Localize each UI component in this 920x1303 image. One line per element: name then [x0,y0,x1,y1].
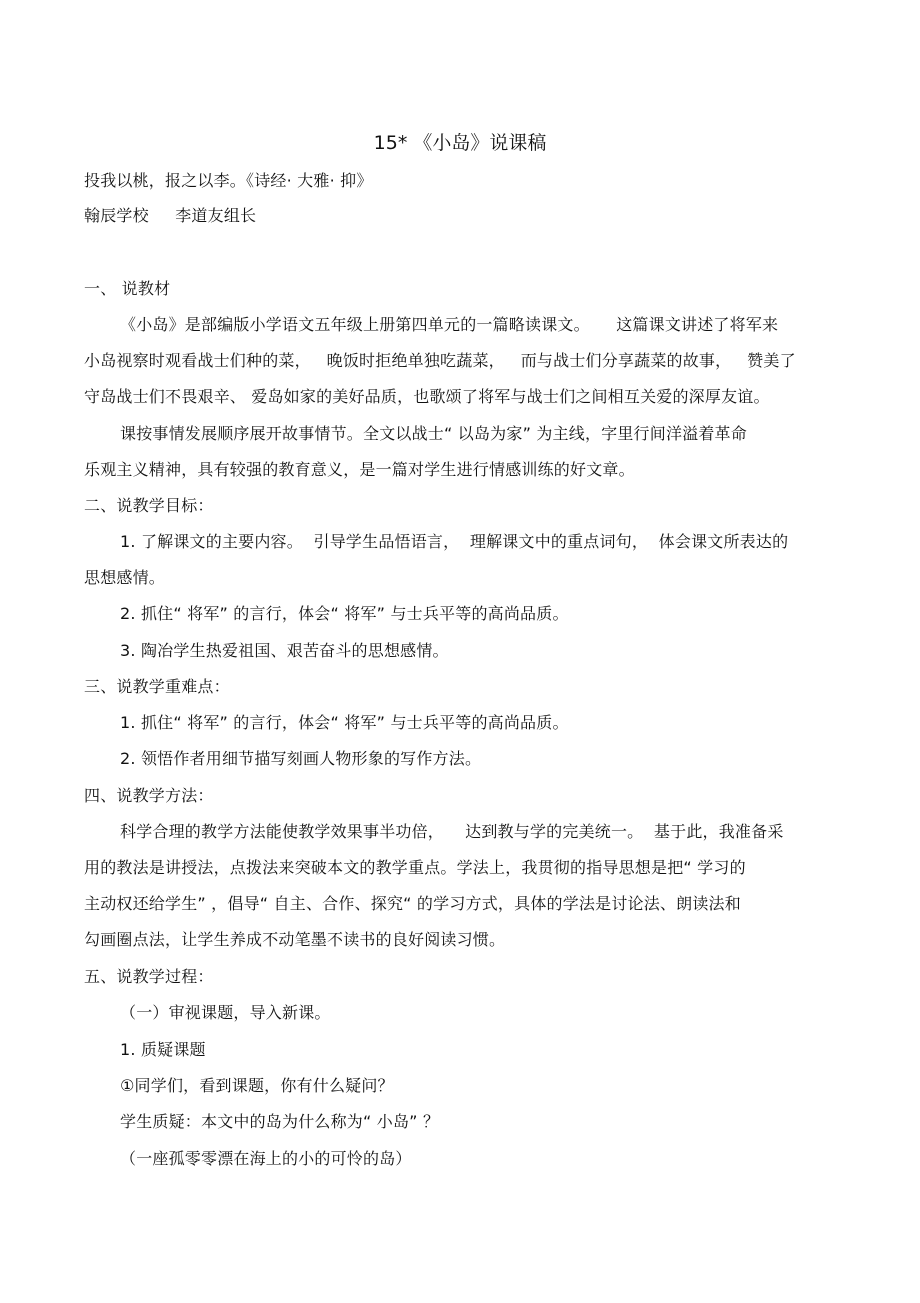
section-heading-2: 二、说教学目标： [84,496,214,515]
answer-line: （一座孤零零漂在海上的小的可怜的岛） [120,1149,412,1168]
question-line: ①同学们，看到课题，你有什么疑问？ [120,1076,394,1095]
list-item: 2. 抓住“ 将军” 的言行，体会“ 将军” 与士兵平等的高尚品质。 [120,604,569,623]
author-line: 翰辰学校 李道友组长 [84,206,257,225]
section-heading-5: 五、说教学过程： [84,967,214,986]
paragraph-line: 守岛战士们不畏艰辛、 爱岛如家的美好品质，也歌颂了将军与战士们之间相互关爱的深厚友谊。 [84,387,770,406]
list-item: 2. 领悟作者用细节描写刻画人物形象的写作方法。 [120,749,482,768]
section-heading-3: 三、说教学重难点： [84,677,230,696]
paragraph-line: 用的教法是讲授法，点拨法来突破本文的教学重点。学法上，我贯彻的指导思想是把“ 学习的 [84,858,746,877]
list-item: 1. 了解课文的主要内容。 引导学生品悟语言， 理解课文中的重点词句， 体会课文所表达的 [120,532,789,551]
paragraph-line: 《小岛》是部编版小学语文五年级上册第四单元的一篇略读课文。 这篇课文讲述了将军来 [120,315,779,334]
sub-heading: （一）审视课题，导入新课。 [120,1003,331,1022]
document-title: 15* 《小岛》说课稿 [373,132,547,154]
paragraph-line: 勾画圈点法，让学生养成不动笔墨不读书的良好阅读习惯。 [84,930,506,949]
epigraph: 投我以桃，报之以李。《诗经· 大雅· 抑》 [84,171,373,190]
question-line: 学生质疑：本文中的岛为什么称为“ 小岛” ？ [120,1112,440,1131]
list-item: 1. 抓住“ 将军” 的言行，体会“ 将军” 与士兵平等的高尚品质。 [120,713,569,732]
paragraph-line: 主动权还给学生” ，倡导“ 自主、合作、探究“ 的学习方式，具体的学法是讨论法、朗读法和 [84,894,741,913]
paragraph-line: 课按事情发展顺序展开故事情节。全文以战士“ 以岛为家” 为主线，字里行间洋溢着革命 [120,424,747,443]
section-heading-1: 一、 说教材 [84,279,171,298]
paragraph-line: 科学合理的教学方法能使教学效果事半功倍， 达到教与学的完美统一。 基于此，我准备采 [120,822,784,841]
paragraph-line: 小岛视察时观看战士们种的菜， 晚饭时拒绝单独吃蔬菜， 而与战士们分享蔬菜的故事， 赞美了 [84,351,796,370]
section-heading-4: 四、说教学方法： [84,786,214,805]
paragraph-line: 乐观主义精神，具有较强的教育意义，是一篇对学生进行情感训练的好文章。 [84,460,635,479]
list-item-continuation: 思想感情。 [84,568,166,587]
step-heading: 1. 质疑课题 [120,1040,206,1059]
list-item: 3. 陶冶学生热爱祖国、艰苦奋斗的思想感情。 [120,641,449,660]
